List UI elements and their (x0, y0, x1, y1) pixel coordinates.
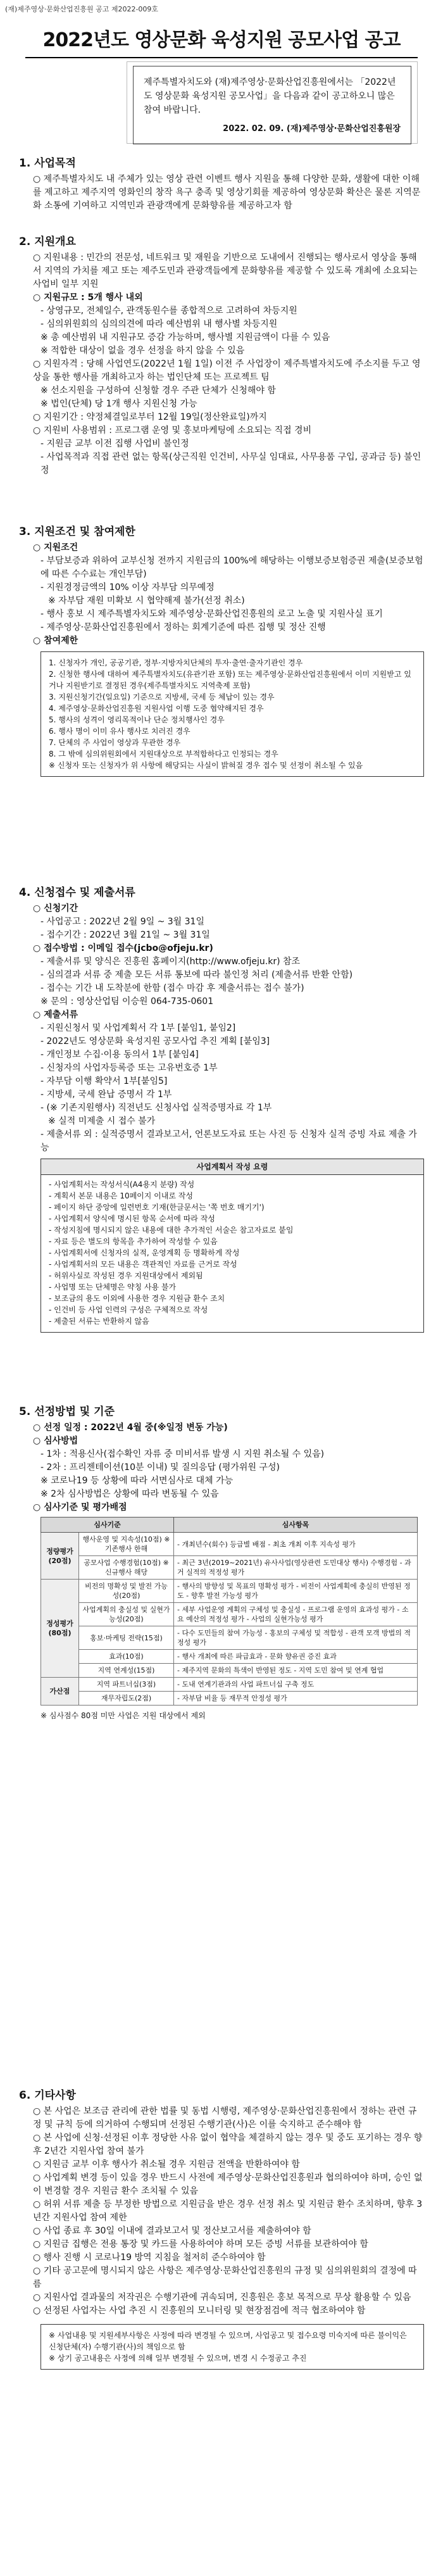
plan-guide-item: - 제출된 서류는 반환하지 않음 (49, 1317, 149, 1326)
table-cell-item: 비전의 명확성 및 발전 가능성(20점) (79, 1580, 174, 1603)
app-method-2: - 심의결과 서류 중 제출 모든 서류 통보에 따라 불인정 처리 (제출서류 반환 안함) (41, 970, 353, 980)
table-row (41, 1603, 418, 1626)
plan-guide-item: - 사업계획서에 신청자의 실적, 운영계획 등 명확하게 작성 (49, 1248, 240, 1257)
table-row (41, 1650, 418, 1664)
overview-elig-note2: ※ 법인(단체) 당 1개 행사 지원신청 가능 (41, 399, 197, 409)
section-heading: 3. 지원조건 및 참여제한 (19, 525, 135, 538)
plan-guide-item: - 사업계획서의 모든 내용은 객관적인 자료를 근거로 작성 (49, 1260, 237, 1269)
plan-guide-box (41, 1159, 424, 1333)
app-doc: - 신청자의 사업자등록증 또는 고유번호증 1부 (41, 1063, 218, 1073)
other-item: ○ 본 사업에 신청·선정된 이후 정당한 사유 없이 협약을 체결하지 않는 경우 및 중도 포기하는 경우 향후 2년간 지원사업 참여 불가 (33, 2133, 423, 2156)
page-title: 2022년도 영상문화 육성지원 공모사업 공고 (42, 29, 401, 51)
table-row (41, 1678, 418, 1692)
restriction-item: 1. 신청자가 개인, 공공기관, 정부·지방자치단체의 투자·출연·출자기관인 경우 (49, 658, 303, 667)
section-heading: 2. 지원개요 (19, 236, 76, 248)
restriction-item: 3. 지원신청기간(일요일) 기준으로 지방세, 국세 등 체납이 있는 경우 (49, 693, 275, 701)
table-cell-desc: - 행사 개최에 따른 파급효과 - 문화 향유권 증진 효과 (174, 1650, 418, 1664)
table-cell-desc: - 자부담 비율 등 재무적 안정성 평가 (174, 1692, 418, 1706)
conditions-3: - 행사 홍보 시 제주특별자치도와 제주영상·문화산업진흥원의 로고 노출 및 지원사실 표기 (41, 609, 383, 619)
table-cell-desc: - 행사의 방향성 및 목표의 명확성 평가 - 비전이 사업계획에 충실히 반영된 정도 - 향후 발전 가능성 평가 (174, 1580, 418, 1603)
table-cell-item: 지역 연계성(15점) (79, 1664, 174, 1678)
table-note: ※ 심사점수 80점 미만 사업은 지원 대상에서 제외 (41, 1711, 206, 1720)
plan-guide-title: 사업계획서 작성 요령 (41, 1159, 423, 1175)
sel-method-title: ○ 심사방법 (33, 1436, 78, 1446)
section-purpose (19, 157, 424, 213)
table-cell-category: 정량평가(20점) (41, 1533, 79, 1580)
plan-guide-item: - 페이지 하단 중앙에 일련번호 기재(한글문서는 '쪽 번호 매기기') (49, 1203, 265, 1212)
app-method: ○ 접수방법 : 이메일 접수(jcbo@ofjeju.kr) (33, 943, 213, 953)
app-doc: - 지방세, 국세 완납 증명서 각 1부 (41, 1090, 172, 1100)
title-divider (25, 57, 418, 58)
app-period-2: - 접수기간 : 2022년 3월 21일 ~ 3월 31일 (41, 930, 210, 940)
evaluation-table (41, 1517, 418, 1706)
plan-guide-item: - 자료 등은 별도의 항목을 추가하여 작성할 수 있음 (49, 1237, 218, 1246)
table-row (41, 1664, 418, 1678)
final-note: ※ 상기 공고내용은 사정에 의해 일부 변경될 수 있으며, 변경 시 수정공고 추진 (49, 2354, 307, 2363)
plan-guide-item: - 사업계획서 양식에 명시된 항목 순서에 따라 작성 (49, 1214, 215, 1223)
other-item: ○ 행사 진행 시 코로나19 방역 지침을 철저히 준수하여야 함 (33, 2252, 266, 2263)
app-doc: - 개인정보 수집·이용 동의서 1부 [붙임4] (41, 1050, 199, 1060)
section-heading: 1. 사업목적 (19, 157, 76, 170)
final-note: ※ 사업내용 및 지원세부사항은 사정에 따라 변경될 수 있으며, 사업공고 및 접수요령 미숙지에 따른 불이익은 신청단체(자) 수행기관(사)의 책임으로 함 (49, 2331, 407, 2351)
section-heading: 6. 기타사항 (19, 2089, 76, 2102)
other-item: ○ 사업 종료 후 30일 이내에 결과보고서 및 정산보고서를 제출하여야 함 (33, 2226, 311, 2236)
table-cell-desc: - 제주지역 문화의 특색이 반영된 정도 - 지역 도민 참여 및 연계 협업 (174, 1664, 418, 1678)
sel-method-note1: ※ 코로나19 등 상황에 따라 서면심사로 대체 가능 (41, 1476, 234, 1486)
table-cell-item: 행사운영 및 지속성(10점) ※ 기존행사 한해 (79, 1533, 174, 1556)
table-header: 심사항목 (174, 1517, 418, 1533)
overview-eligibility: ○ 지원자격 : 당해 사업연도(2022년 1월 1일) 이전 주 사업장이 제주특별자치도에 주소지를 두고 영상을 통한 행사를 개최하고자 하는 법인단체 또는 프로젝트 팀 (33, 359, 421, 382)
app-doc: - 2022년도 영상문화 육성지원 공모사업 추진 계획 [붙임3] (41, 1036, 270, 1046)
other-item: ○ 지원사업 결과물의 저작권은 수행기관에 귀속되며, 진흥원은 홍보 목적으로 무상 활용할 수 있음 (33, 2292, 411, 2303)
conditions-4: - 제주영상·문화산업진흥원에서 정하는 회계기준에 따른 집행 및 정산 진행 (41, 622, 326, 632)
final-notes-box (41, 2324, 424, 2370)
restriction-item: 8. 그 밖에 심의위원회에서 지원대상으로 부적합하다고 인정되는 경우 (49, 750, 278, 758)
plan-guide-item: - 계획서 본문 내용은 10페이지 이내로 작성 (49, 1191, 193, 1200)
section-application (19, 886, 424, 1336)
app-docs-title: ○ 제출서류 (33, 1010, 78, 1020)
intro-text: 제주특별자치도와 (재)제주영상·문화산업진흥원에서는 「2022년도 영상문화 육성지원 공모사업」을 다음과 같이 공고하오니 많은 참여 바랍니다. (144, 77, 396, 115)
other-item: ○ 허위 서류 제출 등 부정한 방법으로 지원금을 받은 경우 선정 취소 및 지원금 환수 조치하며, 향후 3년간 지원사업 참여 제한 (33, 2199, 423, 2223)
overview-period: ○ 지원기간 : 약정체결일로부터 12월 19일(정산완료일)까지 (33, 412, 267, 422)
restriction-item: 2. 신청한 행사에 대하여 제주특별자치도(유관기관 포함) 또는 제주영상·문화산업진흥원에서 이미 지원받고 있거나 지원받기로 결정된 경우(제주특별자치도 지역축제 포함) (49, 670, 411, 690)
overview-scale: ○ 지원규모 : 5개 행사 내외 (33, 292, 143, 303)
app-period-title: ○ 신청기간 (33, 903, 78, 914)
plan-guide-item: - 인건비 등 사업 인력의 구성은 구체적으로 작성 (49, 1305, 208, 1314)
section-heading: 4. 신청접수 및 제출서류 (19, 886, 135, 899)
restriction-item: 5. 행사의 성격이 영리목적이나 단순 정치행사인 경우 (49, 715, 225, 724)
app-doc: - 제출서류 외 : 실적증명서 결과보고서, 언론보도자료 또는 사진 등 신청자 실적 증빙 자료 제출 가능 (41, 1129, 417, 1153)
overview-usage-1: - 지원금 교부 이전 집행 사업비 불인정 (41, 439, 189, 449)
other-item: ○ 본 사업은 보조금 관리에 관한 법률 및 동법 시행령, 제주영상·문화산업진흥원에서 정하는 관련 규정 및 규칙 등에 의거하여 수행되며 선정된 수행기관(사)은 이를 숙지하고 준수해야 함 (33, 2106, 417, 2130)
app-doc: - 자부담 이행 확약서 1부[붙임5] (41, 1076, 168, 1086)
table-cell-item: 홍보·마케팅 전략(15점) (79, 1626, 174, 1650)
section-overview (19, 236, 424, 477)
notice-number: (재)제주영상·문화산업진흥원 공고 제2022-009호 (5, 5, 159, 13)
section-other (19, 2089, 424, 2373)
sel-criteria-title: ○ 심사기준 및 평가배점 (33, 1502, 127, 1512)
table-cell-item: 재무자립도(2점) (79, 1692, 174, 1706)
plan-guide-item: - 사업명 또는 단체명은 약칭 사용 불가 (49, 1283, 177, 1291)
conditions-title: ○ 지원조건 (33, 543, 78, 553)
restriction-item: 7. 단체의 주 사업이 영상과 무관한 경우 (49, 738, 181, 747)
plan-guide-item: - 보조금의 용도 이외에 사용한 경우 지원금 환수 조치 (49, 1294, 225, 1303)
conditions-note: ※ 자부담 재원 미확보 시 협약해제 불가(선정 취소) (48, 596, 245, 606)
conditions-1: - 부담보증과 위하여 교부신청 전까지 지원금의 100%에 해당하는 이행보증보험증권 제출(보증보험에 따른 수수료는 개인부담) (41, 556, 423, 579)
conditions-2: - 지원경정금액의 10% 이상 자부담 의무예정 (41, 582, 215, 593)
plan-guide-item: - 허위사실로 작성된 경우 지원대상에서 제외됨 (49, 1271, 203, 1280)
app-contact: ※ 문의 : 영상산업팀 이승원 064-735-0601 (41, 996, 214, 1007)
overview-content: ○ 지원내용 : 민간의 전문성, 네트워크 및 재원을 기반으로 도내에서 진행되는 행사로서 영상을 통해서 지역의 가치를 제고 또는 제주도민과 관광객들에게 문화향유를 제공할 수 있도록 개최에 소요되는 사업비 일부 지원 (33, 253, 418, 289)
other-item: ○ 기타 공고문에 명시되지 않은 사항은 제주영상·문화산업진흥원의 규정 및 심의위원회의 결정에 따름 (33, 2266, 417, 2289)
sel-method-1: - 1차 : 적용신사(접수확인 자류 중 미비서류 발생 시 지원 취소될 수 있음) (41, 1449, 325, 1459)
app-doc: - (※ 기존지원행사) 직전년도 신청사업 실적증명자료 각 1부 (41, 1103, 272, 1113)
table-row (41, 1556, 418, 1580)
overview-scale-1: - 상영규모, 전체일수, 관객동원수를 종합적으로 고려하여 차등지원 (41, 306, 297, 316)
table-row (41, 1580, 418, 1603)
sel-schedule: ○ 선정 일정 : 2022년 4월 중(※일정 변동 가능) (33, 1423, 228, 1433)
other-item: ○ 사업계획 변경 등이 있을 경우 반드시 사전에 제주영상·문화산업진흥원과 협의하여야 하며, 승인 없이 변경할 경우 지원금 환수 조치될 수 있음 (33, 2173, 423, 2196)
app-doc: - 지원신청서 및 사업계획서 각 1부 [붙임1, 붙임2] (41, 1023, 236, 1033)
section-conditions (19, 525, 424, 781)
table-cell-category: 정성평가(80점) (41, 1580, 79, 1678)
restriction-item: 4. 제주영상·문화산업진흥원 지원사업 이행 도중 협약해지된 경우 (49, 704, 264, 713)
restrictions-title: ○ 참여제한 (33, 636, 78, 646)
overview-elig-note1: ※ 선소지원을 구성하여 신청할 경우 주관 단체가 신청해야 함 (41, 386, 276, 396)
intro-date: 2022. 02. 09. (재)제주영상·문화산업진흥원장 (223, 124, 401, 134)
table-header: 심사기준 (41, 1517, 174, 1533)
table-cell-desc: - 도내 연계기관과의 사업 파트너십 구축 정도 (174, 1678, 418, 1692)
table-row (41, 1626, 418, 1650)
section-selection (19, 1405, 424, 1723)
other-item: ○ 지원금 교부 이후 행사가 취소될 경우 지원금 전액을 반환하여야 함 (33, 2159, 300, 2170)
app-method-1: - 제출서류 및 양식은 진흥원 홈페이지(http://www.ofjeju.kr) 참조 (41, 957, 301, 967)
table-cell-item: 공모사업 수행경험(10점) ※ 신규행사 해당 (79, 1556, 174, 1580)
app-period-1: - 사업공고 : 2022년 2월 9일 ~ 3월 31일 (41, 917, 204, 927)
table-cell-category: 가산점 (41, 1678, 79, 1706)
sel-method-note2: ※ 2차 심사방법은 상황에 따라 변동될 수 있음 (41, 1489, 219, 1499)
table-row (41, 1533, 418, 1556)
plan-guide-item: - 사업계획서는 작성서식(A4용지 분량) 작성 (49, 1180, 195, 1189)
app-doc-note: ※ 실적 미제출 시 접수 불가 (48, 1116, 156, 1126)
restriction-item: ※ 신청자 또는 신청자가 위 사항에 해당되는 사실이 밝혀질 경우 접수 및 선정이 취소될 수 있음 (49, 761, 363, 770)
intro-box (133, 66, 411, 144)
overview-scale-note2: ※ 적합한 대상이 없을 경우 선정을 하지 않을 수 있음 (41, 346, 245, 356)
table-cell-item: 효과(10점) (79, 1650, 174, 1664)
table-cell-desc: - 최근 3년(2019~2021년) 유사사업(영상관련 도민대상 행사) 수행경험 - 과거 실적의 적정성 평가 (174, 1556, 418, 1580)
overview-usage-2: - 사업목적과 직접 관련 없는 항목(상근직원 인건비, 사무실 임대료, 사무용품 구입, 공과금 등) 불인정 (41, 452, 421, 475)
table-cell-item: 사업계획의 충실성 및 실현가능성(20점) (79, 1603, 174, 1626)
table-cell-desc: - 다수 도민들의 참여 가능성 - 홍보의 구체성 및 적합성 - 관객 모객 방법의 적정성 평가 (174, 1626, 418, 1650)
overview-scale-2: - 심의위원회의 심의의견에 따라 예산범위 내 행사별 차등지원 (41, 319, 278, 329)
other-item: ○ 선정된 사업자는 사업 추진 시 진흥원의 모니터링 및 현장점검에 적극 협조하여야 함 (33, 2306, 366, 2316)
restrictions-box (41, 651, 424, 777)
plan-guide-item: - 작성지침에 명시되지 않은 내용에 대한 추가적인 서술은 참고자료로 붙임 (49, 1226, 294, 1235)
sel-method-2: - 2차 : 프리젠테이션(10분 이내) 및 질의응답 (평가위원 구성) (41, 1462, 280, 1473)
restriction-item: 6. 행사 명이 이미 유사 행사로 치러진 경우 (49, 727, 190, 736)
section-body: ○ 제주특별자치도 내 주체가 있는 영상 관련 이벤트 행사 지원을 통해 다양한 문화, 생활에 대한 이해를 제고하고 제주지역 영화인의 창작 욕구 충족 및 영상기회를 제공하여 영상문화 확산은 물론 지역문화 소통에 기여하고 지역민과 관광객에게 문화향유를 제공하고자 함 (33, 174, 421, 211)
table-row (41, 1692, 418, 1706)
overview-usage: ○ 지원비 사용범위 : 프로그램 운영 및 홍보마케팅에 소요되는 직접 경비 (33, 425, 312, 436)
section-heading: 5. 선정방법 및 기준 (19, 1405, 115, 1418)
app-method-3: - 접수는 기간 내 도착분에 한함 (접수 마감 후 제출서류는 접수 불가) (41, 983, 304, 993)
table-cell-desc: - 개최년수(회수) 등급별 배점 - 최초 개최 이후 지속성 평가 (174, 1533, 418, 1556)
table-cell-item: 지역 파트너십(3점) (79, 1678, 174, 1692)
overview-scale-note1: ※ 총 예산범위 내 지원규모 증감 가능하며, 행사별 지원금액이 다를 수 있음 (41, 332, 330, 342)
other-item: ○ 지원금 집행은 전용 통장 및 카드를 사용하여야 하며 모든 증빙 서류를 보관하여야 함 (33, 2239, 368, 2249)
table-cell-desc: - 세부 사업운영 계획의 구체성 및 충실성 - 프로그램 운영의 효과성 평가 - 소요 예산의 적정성 평가 - 사업의 실현가능성 평가 (174, 1603, 418, 1626)
